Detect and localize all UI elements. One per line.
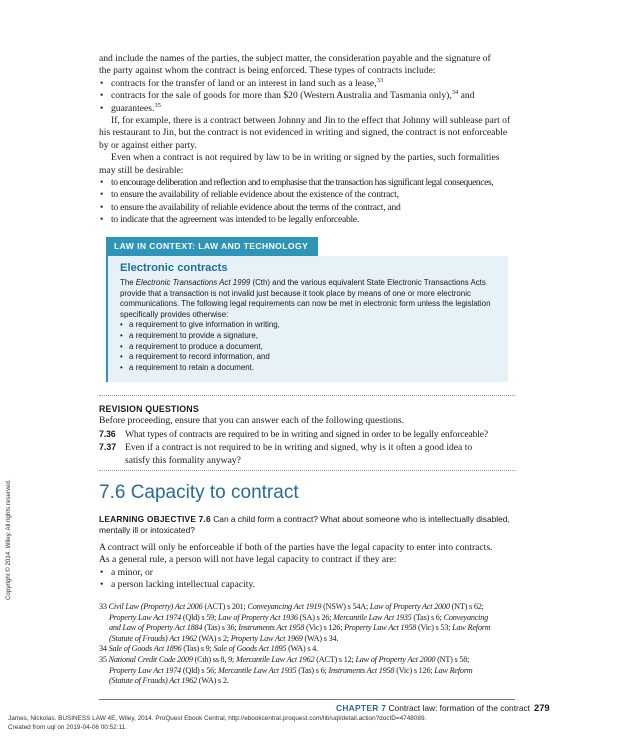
- list-item: • a requirement to give information in writing,: [120, 320, 498, 331]
- question-continuation: satisfy this formality anyway?: [125, 454, 241, 466]
- footnote-line: (Statute of Frauds) Act 1962 (WA) s 2.: [109, 676, 229, 686]
- contract-types-list: [99, 78, 515, 115]
- question-number: 7.36: [99, 428, 116, 439]
- question-number: 7.37: [99, 442, 117, 453]
- example-paragraph: If, for example, there is a contract between Johnny and Jin to the effect that Johnny will sublease part of his restaurant to Jin, but the contract is not evidenced in writing and signed, the contract is not enforceable by or against either party.: [99, 115, 511, 151]
- list-item: • a minor, or: [99, 567, 515, 579]
- list-item: • a requirement to produce a document,: [120, 342, 498, 353]
- footnotes: [99, 602, 515, 687]
- list-item: • a requirement to retain a document.: [120, 363, 498, 374]
- revision-heading: REVISION QUESTIONS: [99, 404, 199, 414]
- revision-intro: Before proceeding, ensure that you can answer each of the following questions.: [99, 415, 405, 427]
- citation-line: Created from uql on 2019-04-06 00:52:11.: [8, 724, 127, 731]
- desirable-paragraph: Even when a contract is not required by law to be in writing or signed by the parties, such formalities may still be desirable:: [99, 152, 500, 176]
- revision-questions: [99, 403, 515, 467]
- copyright-notice: Copyright © 2014. Wiley. All rights reserved.: [5, 479, 12, 600]
- page-number: 279: [534, 702, 550, 713]
- section-paragraph: A contract will only be enforceable if both of the parties have the legal capacity to enter into contracts.: [99, 542, 493, 553]
- footnote-line: Property Law Act 1974 (Qld) s 56; Mercantile Law Act 1935 (Tas) s 6; Instruments Act 1958 (Vic) s 126; Law Reform: [109, 665, 473, 675]
- footnote-35: 35 National Credit Code 2009 (Cth) ss 8, 9; Mercantile Law Act 1962 (ACT) s 12; Law of Property Act 2000 (NT) s 58;: [99, 654, 470, 664]
- footnote-line: Property Law Act 1974 (Qld) s 59; Law of Property Act 1936 (SA) s 26; Mercantile Law Act 1935 (Tas) s 6; Conveyancing: [109, 612, 489, 622]
- divider: [99, 395, 515, 396]
- footnote-33: 33 Civil Law (Property) Act 2006 (ACT) s 201; Conveyancing Act 1919 (NSW) s 54A; Law of Property Act 2000 (NT) s 62;: [99, 602, 484, 611]
- divider: [99, 470, 515, 471]
- question: 7.36 What types of contracts are required to be in writing and signed in order to be legally enforceable?: [99, 428, 489, 440]
- box-paragraph: The Electronic Transactions Act 1999 (Cth) and the various equivalent State Electronic Transactions Acts provide that a transaction is not invalid just because it took place by means of one or more electronic communications. The following legal requirements can now be met in electronic form unless the legislation specifically provides otherwise:: [120, 278, 491, 319]
- law-in-context-tab: LAW IN CONTEXT: LAW AND TECHNOLOGY: [106, 237, 318, 256]
- requirements-list: [120, 320, 498, 373]
- text-line: the party against whom the contract is being enforced. These types of contracts include:: [99, 65, 436, 77]
- footnote-ref[interactable]: 34: [451, 89, 459, 97]
- list-item: • to encourage deliberation and reflection and to emphasise that the transaction has significant legal consequences,: [99, 177, 515, 189]
- list-item: • guarantees.$^{35}$: [99, 103, 515, 115]
- learning-objective: LEARNING OBJECTIVE 7.6 Can a child form a contract? What about someone who is intellectually disabled, mentally ill or intoxicated?: [99, 514, 510, 535]
- list-item: • contracts for the transfer of land or an interest in land such as a lease,$^{33}$: [99, 78, 515, 90]
- section-body: [99, 514, 515, 592]
- box-title: Electronic contracts: [120, 262, 228, 274]
- list-item: • contracts for the sale of goods for more than $20 (Western Australia and Tasmania only),$^{34}$ and: [99, 90, 515, 102]
- question: 7.37 Even if a contract is not required to be in writing and signed, why is it often a good idea to: [99, 442, 473, 454]
- top-paragraph: [99, 53, 515, 227]
- list-item: • to indicate that the agreement was intended to be legally enforceable.: [99, 214, 515, 226]
- list-item: • a requirement to record information, and: [120, 352, 498, 363]
- list-item: • a requirement to provide a signature,: [120, 331, 498, 342]
- text-line: and include the names of the parties, the subject matter, the consideration payable and the signature of: [99, 53, 491, 64]
- footnote-line: and Law of Property Act 1884 (Tas) s 36; Instruments Act 1958 (Vic) s 126; Property Law Act 1958 (Vic) s 53; Law Reform: [109, 623, 491, 633]
- footer-rule: [99, 699, 515, 700]
- box-body: [120, 278, 498, 373]
- list-item: • to ensure the availability of reliable evidence about the terms of the contract, and: [99, 202, 515, 214]
- footnote-line: (Statute of Frauds) Act 1962 (WA) s 2; Property Law Act 1969 (WA) s 34.: [109, 633, 339, 643]
- footnote-ref[interactable]: 35: [154, 101, 161, 109]
- law-in-context-box: [106, 256, 508, 382]
- list-item: • to ensure the availability of reliable evidence about the existence of the contract,: [99, 189, 515, 201]
- capacity-list: [99, 567, 515, 592]
- citation-line: James, Nickolas. BUSINESS LAW 4E, Wiley, 2014. ProQuest Ebook Central, http://ebookcentral.proquest.com/lib/uql/detail.action?docID=4748089.: [8, 715, 427, 722]
- desirable-list: [99, 177, 515, 227]
- chapter-footer: CHAPTER 7 Contract law: formation of the contract: [335, 703, 530, 713]
- list-item: • a person lacking intellectual capacity.: [99, 579, 515, 591]
- section-title: 7.6 Capacity to contract: [99, 482, 299, 503]
- section-paragraph: As a general rule, a person will not have legal capacity to contract if they are:: [99, 554, 397, 566]
- footnote-34: 34 Sale of Goods Act 1896 (Tas) s 9; Sale of Goods Act 1895 (WA) s 4.: [99, 644, 318, 654]
- footnote-ref[interactable]: 33: [376, 76, 384, 84]
